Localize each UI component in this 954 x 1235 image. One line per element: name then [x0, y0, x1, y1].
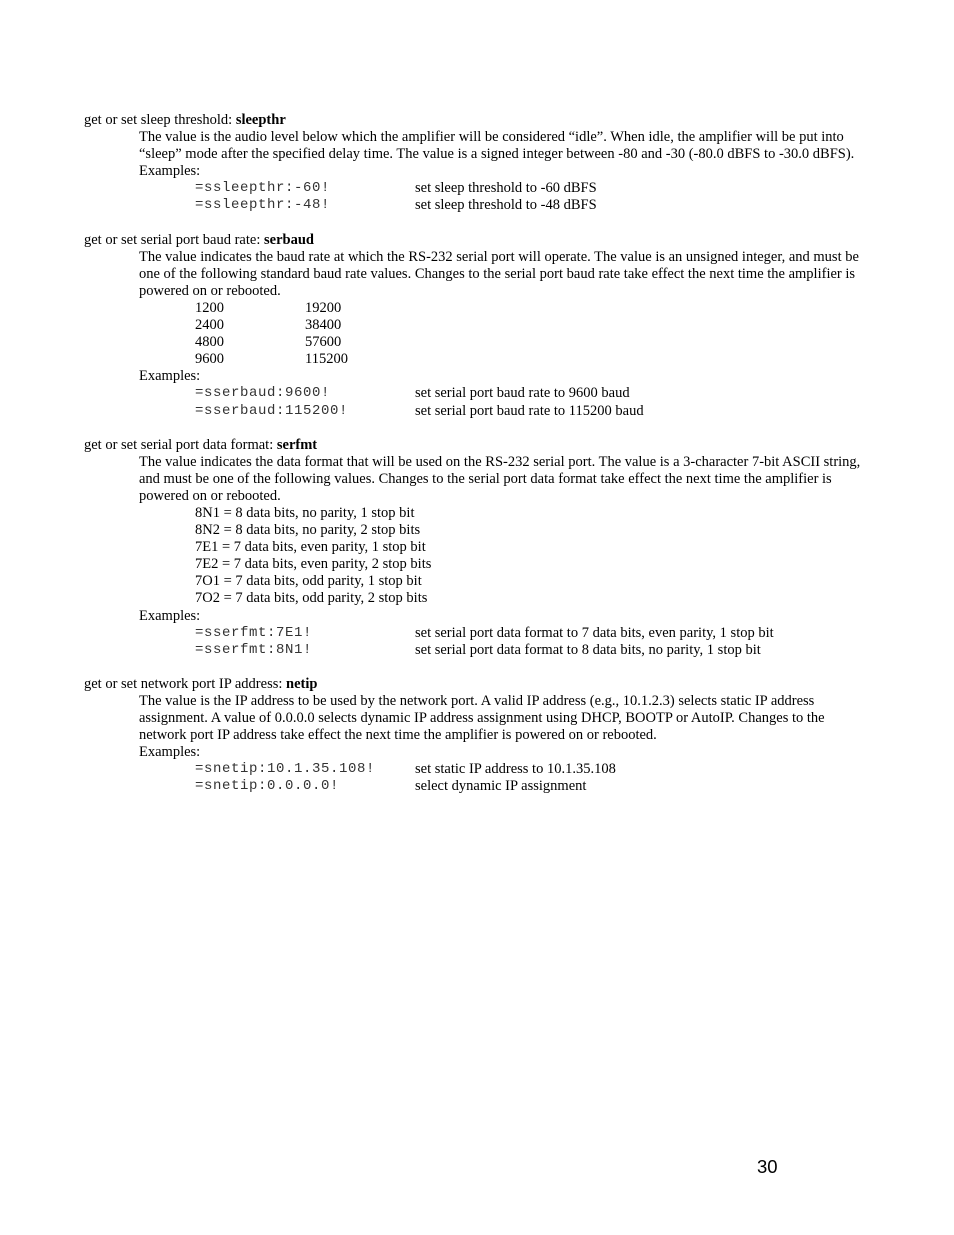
page-number: 30: [757, 1156, 778, 1177]
examples-label: Examples:: [139, 163, 201, 180]
data-format-option: 7E1 = 7 data bits, even parity, 1 stop bit: [195, 539, 426, 556]
baud-rate-value: 57600: [305, 334, 342, 351]
baud-rate-value: 1200: [195, 299, 224, 316]
example-command: =snetip:0.0.0.0!: [195, 778, 340, 795]
section-heading: [84, 676, 874, 693]
section-sleepthr: [84, 112, 874, 215]
data-format-option: 7E2 = 7 data bits, even parity, 2 stop bits: [195, 556, 432, 573]
section-netip: [84, 676, 874, 796]
example-description: set serial port data format to 7 data bits, even parity, 1 stop bit: [415, 624, 774, 641]
data-format-option: 7O1 = 7 data bits, odd parity, 1 stop bit: [195, 573, 422, 590]
baud-rate-row: [195, 300, 874, 317]
examples-label: Examples:: [139, 744, 201, 761]
section-description: The value is the audio level below which the amplifier will be considered “idle”. When idle, the amplifier will be put into “sleep” mode after the specified delay time. The value is a signed integer between -80 and -30 (-80.0 dBFS to -30.0 dBFS).: [139, 129, 855, 163]
examples-label: Examples:: [139, 607, 201, 624]
example-description: set sleep threshold to -60 dBFS: [415, 180, 597, 197]
section-heading: [84, 112, 874, 129]
examples-label: Examples:: [139, 368, 201, 385]
example-description: set serial port baud rate to 115200 baud: [415, 402, 644, 419]
baud-rate-value: 115200: [305, 351, 348, 368]
baud-rate-value: 2400: [195, 317, 224, 334]
example-row: [195, 385, 874, 402]
section-description: The value indicates the data format that will be used on the RS-232 serial port. The value is a 3-character 7-bit ASCII string, and must be one of the following values. Changes to the serial port data format take effect the next time the amplifier is powered on or rebooted.: [139, 453, 861, 504]
example-description: set serial port baud rate to 9600 baud: [415, 385, 630, 402]
section-heading: [84, 437, 874, 454]
baud-rate-value: 4800: [195, 334, 224, 351]
parameter-name: serbaud: [263, 231, 314, 248]
baud-rate-row: [195, 317, 874, 334]
section-serbaud: [84, 232, 874, 420]
example-row: [195, 180, 874, 197]
heading-text: get or set sleep threshold:: [84, 112, 236, 128]
example-description: select dynamic IP assignment: [415, 778, 587, 795]
example-row: [195, 403, 874, 420]
baud-rate-value: 9600: [195, 351, 224, 368]
parameter-name: netip: [286, 675, 318, 692]
example-row: [195, 778, 874, 795]
example-command: =sserbaud:9600!: [195, 385, 331, 402]
example-row: [195, 625, 874, 642]
example-row: [195, 761, 874, 778]
example-description: set serial port data format to 8 data bits, no parity, 1 stop bit: [415, 641, 761, 658]
example-row: [195, 642, 874, 659]
heading-text: get or set network port IP address:: [84, 675, 287, 692]
section-serfmt: [84, 437, 874, 659]
baud-rate-row: [195, 334, 874, 351]
heading-text: get or set serial port data format:: [84, 436, 277, 453]
parameter-name: sleepthr: [235, 112, 286, 128]
baud-rate-value: 19200: [305, 299, 342, 316]
baud-rate-row: [195, 351, 874, 368]
example-row: [195, 197, 874, 214]
example-description: set static IP address to 10.1.35.108: [415, 761, 616, 778]
data-format-option: 8N1 = 8 data bits, no parity, 1 stop bit: [195, 504, 415, 521]
example-command: =sserfmt:7E1!: [195, 624, 313, 641]
parameter-name: serfmt: [276, 436, 318, 453]
section-description: The value indicates the baud rate at which the RS-232 serial port will operate. The value is an unsigned integer, and must be one of the following standard baud rate values. Changes to the serial port baud rate take effect the next time the amplifier is powered on or rebooted.: [139, 248, 859, 299]
document-body: [84, 112, 874, 812]
example-command: =ssleepthr:-48!: [195, 197, 331, 214]
example-command: =snetip:10.1.35.108!: [195, 761, 376, 778]
example-description: set sleep threshold to -48 dBFS: [415, 197, 597, 214]
baud-rate-value: 38400: [305, 317, 342, 334]
example-command: =sserfmt:8N1!: [195, 641, 313, 658]
data-format-option: 7O2 = 7 data bits, odd parity, 2 stop bits: [195, 590, 428, 607]
heading-text: get or set serial port baud rate:: [84, 231, 264, 248]
data-format-option: 8N2 = 8 data bits, no parity, 2 stop bits: [195, 522, 421, 539]
section-heading: [84, 232, 874, 249]
example-command: =ssleepthr:-60!: [195, 180, 331, 197]
example-command: =sserbaud:115200!: [195, 402, 349, 419]
section-description: The value is the IP address to be used by the network port. A valid IP address (e.g., 10.1.2.3) selects static IP address assignment. A value of 0.0.0.0 selects dynamic IP address assignment using DHCP, BOOTP or AutoIP. Changes to the network port IP address take effect the next time the amplifier is powered on or rebooted.: [139, 692, 825, 744]
